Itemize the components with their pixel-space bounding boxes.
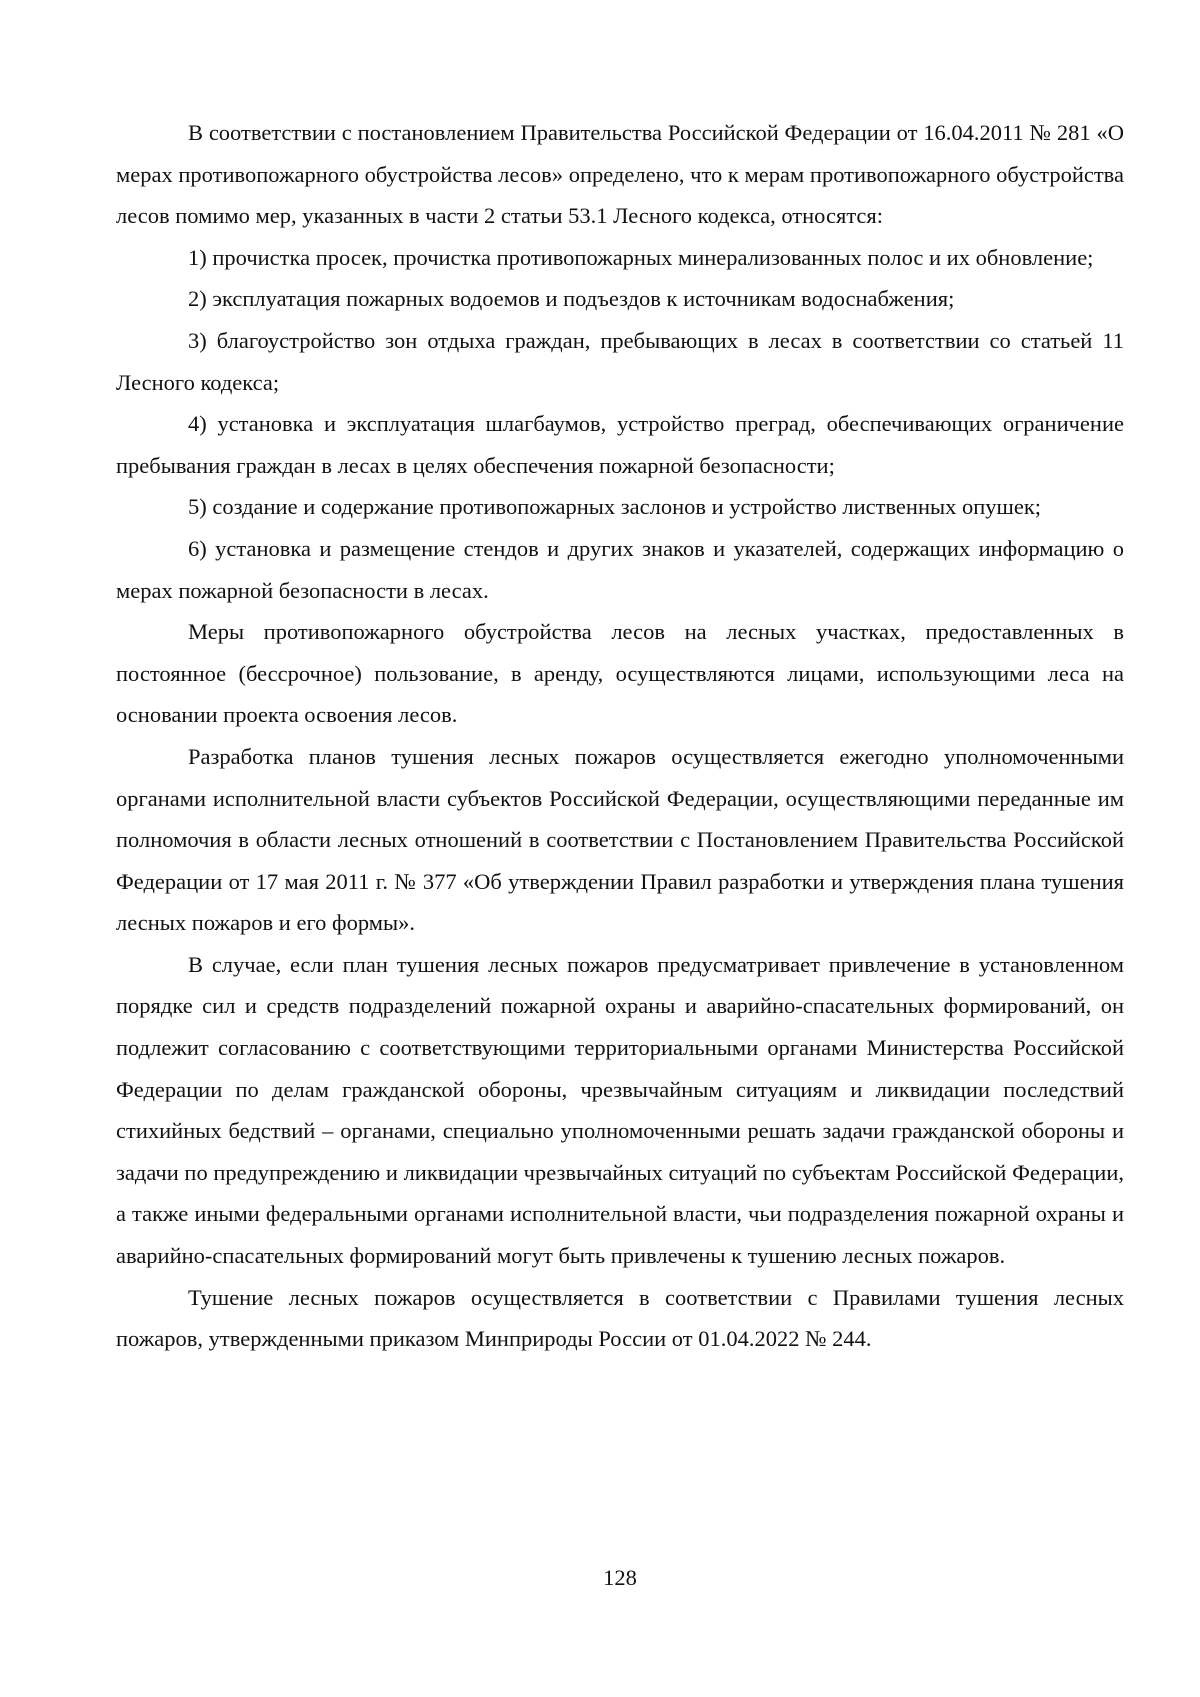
list-item-3-recreation-zones: 3) благоустройство зон отдыха граждан, пребывающих в лесах в соответствии со статьей 11 Лесного кодекса; xyxy=(116,327,1124,395)
page-number: 128 xyxy=(603,1565,637,1590)
list-item-5-fire-screens: 5) создание и содержание противопожарных заслонов и устройство лиственных опушек; xyxy=(188,494,1042,520)
paragraph-firefighting-plans: Разработка планов тушения лесных пожаров осуществляется ежегодно уполномоченными органами исполнительной власти субъектов Российской Федерации, осуществляющими переданные им полномочия в области лесных отношений в соответствии с Постановлением Правительства Российской Федерации от 17 мая 2011 г. № 377 «Об утверждении Правил разработки и утверждения плана тушения лесных пожаров и его формы». xyxy=(116,743,1124,936)
paragraph-lease-areas: Меры противопожарного обустройства лесов на лесных участках, предоставленных в постоянное (бессрочное) пользование, в аренду, осуществляются лицами, использующими леса на основании проекта освоения лесов. xyxy=(116,619,1124,728)
paragraph-plan-approval: В случае, если план тушения лесных пожаров предусматривает привлечение в установленном порядке сил и средств подразделений пожарной охраны и аварийно-спасательных формирований, он подлежит согласованию с соответствующими территориальными органами Министерства Российской Федерации по делам гражданской обороны, чрезвычайным ситуациям и ликвидации последствий стихийных бедствий – органами, специально уполномоченными решать задачи гражданской обороны и задачи по предупреждению и ликвидации чрезвычайных ситуаций по субъектам Российской Федерации, а также иными федеральными органами исполнительной власти, чьи подразделения пожарной охраны и аварийно-спасательных формирований могут быть привлечены к тушению лесных пожаров. xyxy=(116,951,1124,1269)
list-item-4-barriers: 4) установка и эксплуатация шлагбаумов, устройство преград, обеспечивающих ограничение пребывания граждан в лесах в целях обеспечения пожарной безопасности; xyxy=(116,411,1124,478)
paragraph-firefighting-rules: Тушение лесных пожаров осуществляется в соответствии с Правилами тушения лесных пожаров, утвержденными приказом Минприроды России от 01.04.2022 № 244. xyxy=(116,1284,1124,1352)
paragraph-fire-prevention-measures-intro: В соответствии с постановлением Правительства Российской Федерации от 16.04.2011 № 281 «О мерах противопожарного обустройства лесов» определено, что к мерам противопожарного обустройства лесов помимо мер, указанных в части 2 статьи 53.1 Лесного кодекса, относятся: xyxy=(116,120,1124,229)
list-item-1-clearing: 1) прочистка просек, прочистка противопожарных минерализованных полос и их обновление; xyxy=(188,244,1094,270)
body-text xyxy=(116,112,1124,1360)
list-item-6-information-stands: 6) установка и размещение стендов и других знаков и указателей, содержащих информацию о мерах пожарной безопасности в лесах. xyxy=(116,535,1124,603)
list-item-2-water-reservoirs: 2) эксплуатация пожарных водоемов и подъездов к источникам водоснабжения; xyxy=(188,286,955,312)
